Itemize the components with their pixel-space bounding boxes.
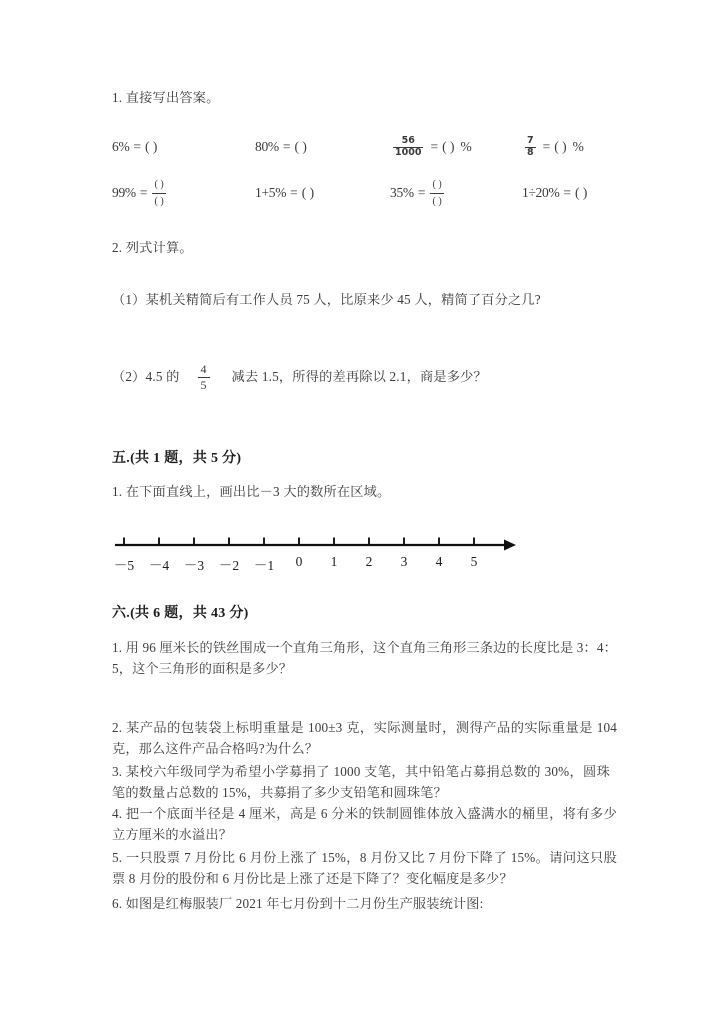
answer-blank-8[interactable]: ( )	[575, 185, 588, 200]
answer-blank-fraction-5[interactable]	[152, 178, 165, 208]
equals-sign: =	[282, 139, 291, 155]
section-six-question-3: 3. 某校六年级同学为希望小学募捐了 1000 支笔，其中铅笔占募捐总数的 30%，圆珠笔的数量占总数的 15%，共募捐了多少支铅笔和圆珠笔？	[112, 764, 610, 800]
section-two-question-1: （1）某机关精简后有工作人员 75 人，比原来少 45 人，精简了百分之几?	[112, 292, 541, 307]
number-line-figure	[112, 531, 522, 577]
equals-sign: =	[563, 185, 572, 200]
exercise-5-expression: 99%	[112, 185, 136, 200]
exercise-item-6	[255, 185, 390, 201]
number-line-ticks	[124, 538, 474, 546]
fraction-denominator: 1000	[395, 146, 422, 158]
exercise-1-expression: 6%	[112, 139, 130, 155]
number-line-label-3: 3	[400, 554, 408, 569]
number-line-arrow-icon	[504, 540, 516, 551]
number-line-label--5: －5	[113, 558, 135, 573]
exercise-item-2	[255, 139, 390, 155]
section-six-question-4: 4. 把一个底面半径是 4 厘米，高是 6 分米的铁制圆锥体放入盛满水的桶里，将有多少立方厘米的水溢出？	[112, 806, 617, 842]
exercise-item-7	[390, 178, 522, 208]
equals-sign: =	[133, 139, 142, 155]
number-line-label--1: －1	[253, 558, 275, 573]
answer-blank-1[interactable]: ( )	[145, 139, 158, 155]
number-line-label-0: 0	[295, 554, 303, 569]
blank-denominator[interactable]: ( )	[152, 193, 165, 209]
exercise-item-4	[522, 136, 584, 159]
section-six-question-1: 1. 用 96 厘米长的铁丝围成一个直角三角形，这个直角三角形三条边的长度比是 3：4：5，这个三角形的面积是多少？	[112, 640, 617, 676]
blank-numerator[interactable]: ( )	[432, 179, 442, 190]
fraction-numerator: 56	[401, 135, 415, 146]
section-two-question-2	[112, 362, 612, 393]
section-six-question-6: 6. 如图是红梅服装厂 2021 年七月份到十二月份生产服装统计图:	[112, 896, 484, 911]
equals-sign: =	[290, 185, 298, 200]
exercise-6-expression: 1+5%	[255, 185, 287, 200]
question-2-part-after: 减去 1.5，所得的差再除以 2.1，商是多少？	[231, 369, 487, 385]
percent-sign: %	[460, 139, 472, 155]
section-five-question-1: 1. 在下面直线上，画出比－3 大的数所在区域。	[112, 484, 391, 499]
fillin-row-2	[112, 178, 617, 208]
answer-blank-4[interactable]: ( )	[554, 139, 567, 155]
exercise-item-8	[522, 185, 587, 201]
exercise-item-3	[390, 136, 522, 159]
fraction-7-over-8	[525, 136, 536, 159]
number-line-label--4: －4	[148, 558, 170, 573]
section-two-heading: 2. 列式计算。	[112, 240, 193, 255]
section-six-question-2: 2. 某产品的包装袋上标明重量是 100±3 克，实际测量时，测得产品的实际重量是 104 克，那么这件产品合格吗?为什么？	[112, 720, 617, 756]
equals-sign: =	[417, 185, 426, 200]
exercise-item-5	[112, 178, 255, 208]
blank-denominator[interactable]: ( )	[430, 193, 443, 209]
fillin-row-1	[112, 136, 617, 159]
exercise-7-expression: 35%	[390, 185, 414, 200]
number-line-label-5: 5	[470, 554, 478, 569]
exercise-item-1	[112, 139, 255, 155]
answer-blank-6[interactable]: ( )	[301, 185, 315, 200]
section-one-heading: 1. 直接写出答案。	[112, 90, 220, 105]
answer-blank-fraction-7[interactable]	[430, 178, 443, 208]
fraction-denominator: 5	[198, 377, 210, 393]
equals-sign: =	[139, 185, 148, 200]
fraction-denominator: 8	[527, 146, 534, 158]
section-six-heading: 六.(共 6 题，共 43 分)	[112, 606, 249, 621]
question-2-part-before: （2）4.5 的	[112, 369, 180, 385]
section-six-question-5: 5. 一只股票 7 月份比 6 月份上涨了 15%，8 月份又比 7 月份下降了 15%。请问这只股票 8 月份的股份和 6 月份比是上涨了还是下降了？变化幅度是多少？	[112, 850, 617, 886]
number-line-label--2: －2	[218, 558, 240, 573]
number-line-svg	[112, 531, 522, 557]
exercise-2-expression: 80%	[255, 139, 279, 155]
exercise-8-expression: 1÷20%	[522, 185, 560, 200]
number-line-label-2: 2	[365, 554, 373, 569]
number-line-label-4: 4	[435, 554, 443, 569]
answer-blank-2[interactable]: ( )	[294, 139, 307, 155]
section-five-heading: 五.(共 1 题，共 5 分)	[112, 451, 242, 466]
equals-sign: =	[430, 139, 439, 155]
number-line-label-1: 1	[330, 554, 338, 569]
fraction-56-over-1000	[393, 136, 423, 159]
fraction-4-over-5	[198, 362, 210, 393]
blank-numerator[interactable]: ( )	[154, 179, 164, 190]
number-line-label--3: －3	[183, 558, 205, 573]
fraction-numerator: 7	[527, 135, 534, 146]
fraction-numerator: 4	[200, 362, 207, 376]
equals-sign: =	[542, 139, 551, 155]
percent-sign: %	[572, 139, 584, 155]
answer-blank-3[interactable]: ( )	[442, 139, 455, 155]
